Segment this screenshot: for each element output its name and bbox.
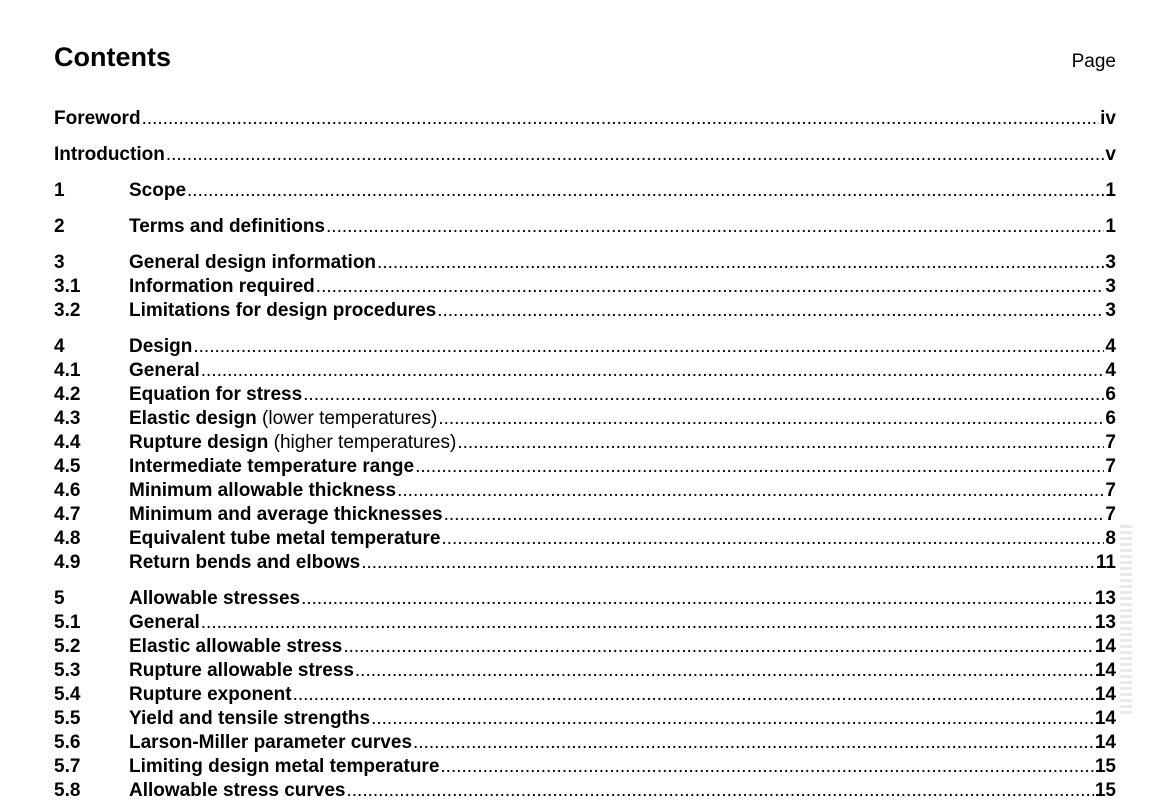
toc-entry-label xyxy=(129,551,360,575)
toc-dot-leader xyxy=(301,587,1094,611)
toc-entry-title: Allowable stress curves xyxy=(129,780,346,801)
toc-entry[interactable] xyxy=(54,683,1116,707)
toc-entry-page: 13 xyxy=(1094,588,1116,609)
toc-entry[interactable] xyxy=(54,107,1116,131)
toc-entry-title: Rupture design xyxy=(129,432,269,453)
toc-entry-page: 3 xyxy=(1105,276,1116,297)
page-column-label: Page xyxy=(1071,51,1116,72)
toc-dot-leader xyxy=(326,215,1104,239)
toc-entry-page: 15 xyxy=(1094,780,1116,801)
toc-entry-title: Elastic allowable stress xyxy=(129,636,343,657)
toc-entry[interactable] xyxy=(54,779,1116,803)
page-title: Contents xyxy=(54,42,171,72)
toc-entry-number: 1 xyxy=(54,180,65,201)
toc-entry[interactable] xyxy=(54,707,1116,731)
toc-entry-label xyxy=(129,335,192,359)
toc-entry-title: Minimum allowable thickness xyxy=(129,480,397,501)
toc-entry[interactable] xyxy=(54,659,1116,683)
toc-entry-number: 3.2 xyxy=(54,300,81,321)
toc-entry-page: 7 xyxy=(1105,504,1116,525)
toc-entry-page: 14 xyxy=(1094,684,1116,705)
toc-entry-label xyxy=(129,707,370,731)
toc-entry-title: Scope xyxy=(129,180,187,201)
toc-entry[interactable] xyxy=(54,275,1116,299)
toc-entry-page: 1 xyxy=(1105,180,1116,201)
toc-entry-label xyxy=(54,107,141,131)
toc-entry-label xyxy=(129,455,414,479)
toc-dot-leader xyxy=(293,683,1094,707)
toc-entry-title: Intermediate temperature range xyxy=(129,456,415,477)
toc-entry[interactable] xyxy=(54,215,1116,239)
toc-entry-label xyxy=(129,635,342,659)
toc-entry-title: General xyxy=(129,360,200,381)
toc-entry-label xyxy=(129,683,292,707)
toc-entry-label xyxy=(129,503,443,527)
toc-entry-page: 7 xyxy=(1105,480,1116,501)
toc-entry[interactable] xyxy=(54,635,1116,659)
toc-dot-leader xyxy=(193,335,1104,359)
toc-entry[interactable] xyxy=(54,611,1116,635)
toc-entry-qualifier: (lower temperatures) xyxy=(256,408,438,429)
side-watermark xyxy=(1120,525,1132,715)
contents-header xyxy=(54,0,1116,100)
toc-entry-number: 3 xyxy=(54,252,65,273)
toc-entry-title: Larson-Miller parameter curves xyxy=(129,732,413,753)
toc-dot-leader xyxy=(361,551,1095,575)
toc-entry-number: 4.6 xyxy=(54,480,81,501)
toc-entry-label xyxy=(129,659,354,683)
toc-entry-label xyxy=(129,359,200,383)
toc-entry[interactable] xyxy=(54,503,1116,527)
toc-entry-label xyxy=(129,755,439,779)
toc-entry-number: 5.8 xyxy=(54,780,81,801)
toc-entry-number: 5.7 xyxy=(54,756,81,777)
toc-entry-label xyxy=(129,275,315,299)
toc-entry-label xyxy=(129,251,376,275)
toc-entry-page: 3 xyxy=(1105,300,1116,321)
toc-entry-label xyxy=(129,611,200,635)
toc-entry-title: Equation for stress xyxy=(129,384,303,405)
toc-entry-number: 3.1 xyxy=(54,276,81,297)
toc-entry[interactable] xyxy=(54,755,1116,779)
toc-entry[interactable] xyxy=(54,251,1116,275)
toc-entry-label xyxy=(129,299,436,323)
toc-entry-page: 3 xyxy=(1105,252,1116,273)
toc-entry[interactable] xyxy=(54,479,1116,503)
toc-entry-number: 4.2 xyxy=(54,384,81,405)
toc-dot-leader xyxy=(397,479,1104,503)
toc-entry-label xyxy=(54,143,165,167)
toc-entry-number: 5.1 xyxy=(54,612,81,633)
toc-entry-title: Limiting design metal temperature xyxy=(129,756,440,777)
toc-entry-title: Rupture allowable stress xyxy=(129,660,354,681)
toc-entry-label xyxy=(129,179,186,203)
toc-dot-leader xyxy=(187,179,1104,203)
toc-entry-label xyxy=(129,779,346,803)
toc-entry-title: Information required xyxy=(129,276,315,297)
toc-entry-number: 5.4 xyxy=(54,684,81,705)
toc-entry[interactable] xyxy=(54,359,1116,383)
toc-entry[interactable] xyxy=(54,731,1116,755)
toc-dot-leader xyxy=(303,383,1104,407)
toc-entry-page: 1 xyxy=(1105,216,1116,237)
toc-entry-number: 2 xyxy=(54,216,65,237)
toc-entry-number: 4.3 xyxy=(54,408,81,429)
toc-dot-leader xyxy=(440,755,1093,779)
toc-entry-number: 4 xyxy=(54,336,65,357)
toc-entry-title: Foreword xyxy=(54,108,141,129)
toc-entry-number: 5.6 xyxy=(54,732,81,753)
toc-entry-number: 4.4 xyxy=(54,432,81,453)
toc-dot-leader xyxy=(444,503,1105,527)
toc-dot-leader xyxy=(347,779,1094,803)
toc-dot-leader xyxy=(438,407,1104,431)
toc-dot-leader xyxy=(201,611,1094,635)
toc-dot-leader xyxy=(371,707,1094,731)
toc-entry[interactable] xyxy=(54,527,1116,551)
toc-entry[interactable] xyxy=(54,143,1116,167)
toc-entry-title: Limitations for design procedures xyxy=(129,300,437,321)
toc-entry-title: Equivalent tube metal temperature xyxy=(129,528,441,549)
toc-entry-number: 4.7 xyxy=(54,504,81,525)
toc-entry-number: 5.5 xyxy=(54,708,81,729)
toc-entry-page: 4 xyxy=(1105,336,1116,357)
toc-entry-page: 7 xyxy=(1105,456,1116,477)
toc-entry-title: General design information xyxy=(129,252,377,273)
toc-entry[interactable] xyxy=(54,335,1116,359)
toc-entry-label xyxy=(129,407,437,431)
toc-entry-page: 4 xyxy=(1105,360,1116,381)
toc-entry-title: Return bends and elbows xyxy=(129,552,361,573)
toc-entry-title: General xyxy=(129,612,200,633)
toc-entry[interactable] xyxy=(54,551,1116,575)
toc-entry-qualifier: (higher temperatures) xyxy=(268,432,457,453)
toc-entry-label xyxy=(129,731,412,755)
toc-entry-number: 4.5 xyxy=(54,456,81,477)
toc-dot-leader xyxy=(437,299,1104,323)
toc-dot-leader xyxy=(377,251,1104,275)
toc-entry-label xyxy=(129,383,302,407)
toc-entry-page: v xyxy=(1105,144,1116,165)
toc-entry-title: Terms and definitions xyxy=(129,216,326,237)
toc-entry-page: 14 xyxy=(1094,708,1116,729)
toc-entry[interactable] xyxy=(54,431,1116,455)
toc-entry-title: Elastic design xyxy=(129,408,257,429)
toc-entry[interactable] xyxy=(54,383,1116,407)
table-of-contents xyxy=(54,107,1116,803)
toc-entry-page: 13 xyxy=(1094,612,1116,633)
toc-dot-leader xyxy=(142,107,1100,131)
toc-entry-page: 8 xyxy=(1105,528,1116,549)
toc-entry-page: 14 xyxy=(1094,660,1116,681)
toc-entry-label xyxy=(129,479,396,503)
toc-dot-leader xyxy=(441,527,1104,551)
toc-entry-title: Introduction xyxy=(54,144,165,165)
toc-entry-page: 6 xyxy=(1105,408,1116,429)
toc-dot-leader xyxy=(413,731,1094,755)
toc-entry-number: 4.1 xyxy=(54,360,81,381)
toc-entry-page: 14 xyxy=(1094,732,1116,753)
toc-entry-title: Design xyxy=(129,336,193,357)
toc-entry[interactable] xyxy=(54,299,1116,323)
toc-dot-leader xyxy=(201,359,1105,383)
toc-entry-label xyxy=(129,215,325,239)
toc-entry-title: Rupture exponent xyxy=(129,684,292,705)
toc-entry-page: 14 xyxy=(1094,636,1116,657)
toc-entry-page: 11 xyxy=(1095,552,1116,573)
document-page xyxy=(54,0,1116,801)
toc-entry-label xyxy=(129,587,300,611)
toc-entry-title: Minimum and average thicknesses xyxy=(129,504,443,525)
toc-dot-leader xyxy=(457,431,1104,455)
toc-entry-number: 5 xyxy=(54,588,65,609)
toc-entry-title: Yield and tensile strengths xyxy=(129,708,371,729)
toc-entry-page: 6 xyxy=(1105,384,1116,405)
toc-entry[interactable] xyxy=(54,179,1116,203)
toc-entry[interactable] xyxy=(54,587,1116,611)
toc-entry-page: 15 xyxy=(1094,756,1116,777)
toc-entry-number: 4.9 xyxy=(54,552,81,573)
toc-dot-leader xyxy=(415,455,1104,479)
toc-dot-leader xyxy=(316,275,1105,299)
toc-dot-leader xyxy=(355,659,1094,683)
toc-entry-page: 7 xyxy=(1105,432,1116,453)
toc-entry-number: 5.2 xyxy=(54,636,81,657)
toc-entry-label xyxy=(129,527,440,551)
toc-entry[interactable] xyxy=(54,455,1116,479)
toc-dot-leader xyxy=(166,143,1105,167)
toc-dot-leader xyxy=(343,635,1094,659)
toc-entry-number: 4.8 xyxy=(54,528,81,549)
toc-entry[interactable] xyxy=(54,407,1116,431)
toc-entry-title: Allowable stresses xyxy=(129,588,301,609)
toc-entry-page: iv xyxy=(1100,108,1116,129)
toc-entry-label xyxy=(129,431,456,455)
toc-entry-number: 5.3 xyxy=(54,660,81,681)
